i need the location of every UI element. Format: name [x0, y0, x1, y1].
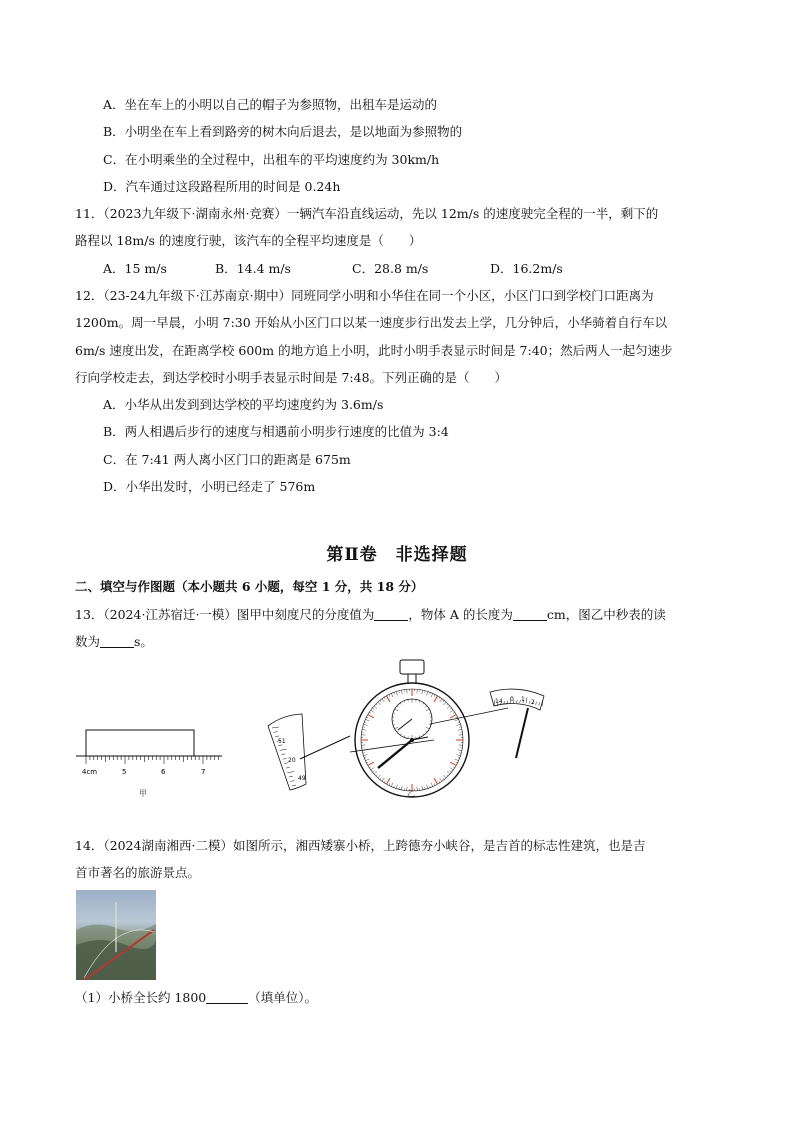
- q10-option-d: D．汽车通过这段路程所用的时间是 0.24h: [103, 179, 341, 194]
- ruler-figure: [74, 728, 226, 780]
- right-scale-label-2: 2: [531, 699, 535, 706]
- q14-stem-line1: 14．（2024湖南湘西·二模）如图所示，湘西矮寨小桥，上跨德夯小峡谷，是吉首的标志性建筑，也是吉: [75, 838, 646, 853]
- left-scale-label-bottom: 49: [298, 775, 306, 782]
- q13-stem-line1: [75, 606, 666, 624]
- q10-option-c: C．在小明乘坐的全过程中，出租车的平均速度约为 30km/h: [103, 152, 440, 167]
- q11-option-c: C．28.8 m/s: [352, 261, 429, 276]
- q12-stem-line4: 行向学校走去，到达学校时小明手表显示时间是 7:48。下列正确的是（ ）: [75, 370, 508, 385]
- q12-option-a: A．小华从出发到到达学校的平均速度约为 3.6m/s: [103, 397, 384, 412]
- right-scale-label-1: 1: [521, 696, 525, 703]
- q13-blank-2[interactable]: [513, 606, 547, 621]
- q13-blank-3[interactable]: [100, 633, 134, 648]
- q12-option-b: B．两人相遇后步行的速度与相遇前小明步行速度的比值为 3:4: [103, 424, 449, 439]
- q13-text-2: ，物体 A 的长度为: [408, 607, 513, 622]
- bridge-illustration: [76, 890, 156, 980]
- q13-text-3: cm，图乙中秒表的读: [546, 607, 666, 622]
- stopwatch-crown: [400, 660, 424, 674]
- right-scale-label-14: 14: [495, 698, 503, 705]
- q12-stem-line3: 6m/s 速度出发，在距离学校 600m 的地方追上小明，此时小明手表显示时间是 7:40；然后两人一起匀速步: [75, 343, 673, 358]
- caption-yi: 乙: [407, 789, 415, 798]
- section-title: 第Ⅱ卷 非选择题: [326, 545, 468, 565]
- object-a-block: [86, 730, 194, 756]
- stopwatch-figure: [258, 656, 558, 798]
- q13-stem-line2: [75, 633, 153, 651]
- right-scale-needle: [516, 708, 528, 758]
- q10-option-b: B．小明坐在车上看到路旁的树木向后退去，是以地面为参照物的: [103, 124, 463, 139]
- q14-blank-1[interactable]: [206, 989, 248, 1004]
- ruler-ticks: [86, 756, 219, 764]
- ruler-label-7: 7: [201, 768, 206, 776]
- q12-option-c: C．在 7:41 两人离小区门口的距离是 675m: [103, 452, 351, 467]
- q11-stem-line2: 路程以 18m/s 的速度行驶，该汽车的全程平均速度是（ ）: [75, 233, 422, 248]
- q11-option-d: D．16.2m/s: [490, 261, 563, 276]
- q12-option-d: D．小华出发时，小明已经走了 576m: [103, 479, 316, 494]
- ruler-label-4cm: 4cm: [82, 768, 98, 776]
- q14-sub1-text-b: （填单位）。: [248, 990, 318, 1005]
- q14-stem-line2: 首市著名的旅游景点。: [75, 865, 201, 880]
- q14-sub1-text-a: （1）小桥全长约 1800: [75, 990, 207, 1005]
- q13-text-1: 13．（2024·江苏宿迁·一模）图甲中刻度尺的分度值为: [75, 607, 375, 622]
- right-scale-label-0: 0: [510, 696, 514, 703]
- section-heading: 二、填空与作图题（本小题共 6 小题，每空 1 分，共 18 分）: [75, 579, 424, 594]
- q13-text-4: 数为: [75, 634, 101, 649]
- left-scale-label-top: 51: [278, 738, 286, 745]
- q12-stem-line2: 1200m。周一早晨，小明 7:30 开始从小区门口以某一速度步行出发去上学，几分钟后，小华骑着自行车以: [75, 315, 668, 330]
- q13-blank-1[interactable]: [374, 606, 408, 621]
- left-pointer-line: [300, 736, 350, 759]
- q10-option-a: A．坐在车上的小明以自己的帽子为参照物，出租车是运动的: [103, 97, 438, 112]
- q11-option-b: B．14.4 m/s: [215, 261, 291, 276]
- q14-sub1: [75, 989, 317, 1007]
- bridge-photo: [76, 890, 156, 980]
- caption-jia: 甲: [139, 789, 147, 798]
- ruler-label-5: 5: [122, 768, 127, 776]
- q13-text-5: s。: [134, 634, 153, 649]
- left-scale-label-mid: 20: [288, 757, 296, 764]
- q11-stem-line1: 11．（2023九年级下·湖南永州·竞赛）一辆汽车沿直线运动，先以 12m/s 的速度驶完全程的一半，剩下的: [75, 206, 659, 221]
- q11-option-a: A．15 m/s: [103, 261, 167, 276]
- stopwatch-center: [410, 738, 414, 742]
- q12-stem-line1: 12．（23-24九年级下·江苏南京·期中）同班同学小明和小华住在同一个小区，小区门口到学校门口距离为: [75, 288, 654, 303]
- ruler-label-6: 6: [161, 768, 166, 776]
